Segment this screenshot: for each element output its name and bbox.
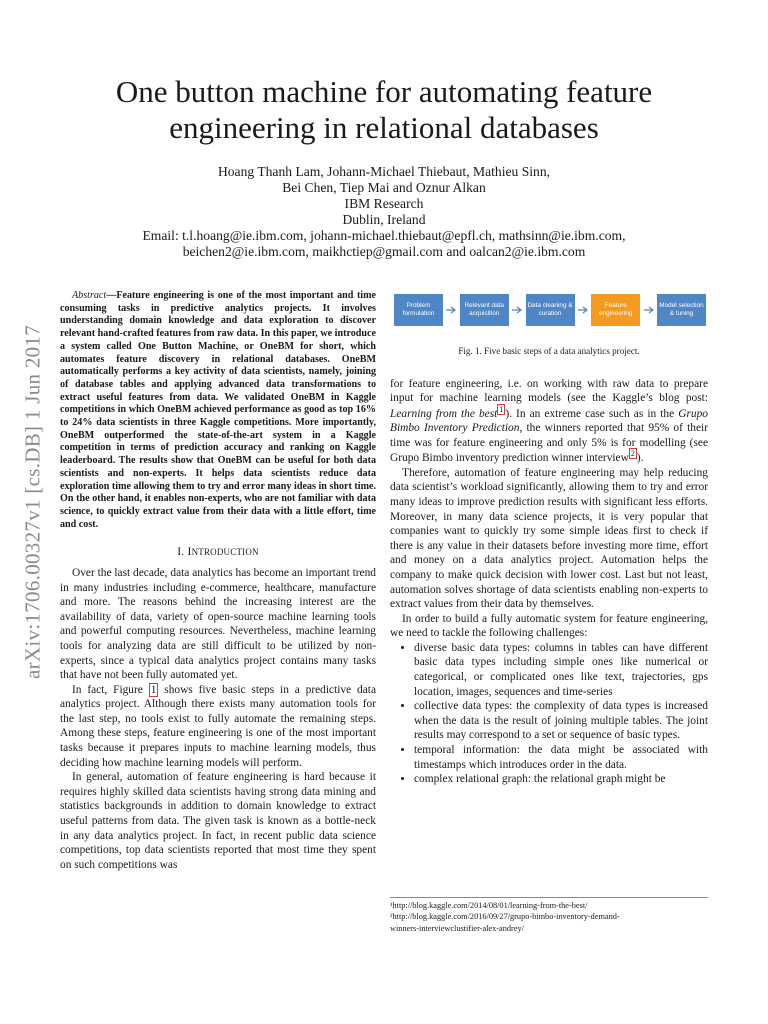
intro-paragraph-2 bbox=[60, 683, 376, 771]
abstract bbox=[60, 290, 376, 531]
competition-name: Grupo Bimbo Inventory Prediction bbox=[390, 407, 708, 435]
authors-line-1: Hoang Thanh Lam, Johann-Michael Thiebaut, Mathieu Sinn, bbox=[217, 164, 551, 179]
list-item: • temporal information: the data might be associated with timestamps which introduces order in the data. bbox=[414, 743, 708, 772]
figure-1-flow bbox=[394, 293, 706, 327]
list-item: • diverse basic data types: columns in tables can have different basic data types including simple ones like numerical or categorical, or complicated ones like text, trajectories, gps location, images, sequences and time-series bbox=[414, 641, 708, 699]
authors-line-2: Bei Chen, Tiep Mai and Oznur Alkan bbox=[282, 180, 486, 195]
section-first-letter: I bbox=[187, 545, 192, 559]
intro-paragraph-1: Over the last decade, data analytics has become an important trend in many industries including e-commerce, healthcare, manufacture and more. The reasons behind the increasing interest are the availability of data, variety of open-source machine learning tools and powerful computing resources. Nevertheless, machine learning tools for analyzing data are still difficult to be utilized by non-experts, since a typical data analytics project contains many tasks that have not been fully automated yet. bbox=[60, 566, 376, 682]
footnotes bbox=[390, 897, 708, 934]
footnote-2-line-1[interactable]: ²http://blog.kaggle.com/2016/09/27/grupo-bimbo-inventory-demand- bbox=[390, 912, 620, 922]
list-item: • complex relational graph: the relational graph might be bbox=[414, 772, 708, 787]
rp1-end: ). bbox=[636, 452, 644, 465]
rp1-mid: ). In an extreme case such as in the bbox=[505, 407, 679, 420]
section-rest: NTRODUCTION bbox=[191, 547, 259, 558]
arrow-right-icon bbox=[644, 305, 654, 315]
right-paragraph-2: Therefore, automation of feature engineering may help reducing data scientist’s workload significantly, allowing them to try and error many ideas to improve prediction results with significant less efforts. Moreover, in many data science projects, it is very popular that companies want to quickly try some simple ideas first to check if there is any value in their datasets before investing more time, effort and money on a data analytics project. Automation helps the company to make quick decision with lower cost. Last but not least, automation solves shortage of data scientists enabling non-experts to extract values from their data by themselves. bbox=[390, 466, 708, 611]
abstract-text: —Feature engineering is one of the most important and time consuming tasks in predictive analytics projects. It involves understanding domain knowledge and data exploration to discover relevant hand-crafted features from raw data. In this paper, we introduce a system called One Button Machine, or OneBM for short, which automates feature discovery in relational databases. OneBM automatically performs a key activity of data scientists, namely, joining of database tables and applying advanced data transformations to extract useful features from data. We validated OneBM in Kaggle competitions in which OneBM achieved performance as good as top 16% to 24% data scientists in three Kaggle competitions. More importantly, OneBM outperformed the state-of-the-art system in a Kaggle competition in terms of prediction accuracy and ranking on Kaggle leaderboard. The results show that OneBM can be useful for both data scientists and non-experts. It helps data scientists reduce data exploration time allowing them to try and error many ideas in short time. On the other hand, it enables non-experts, who are not familiar with data science, to quickly extract value from their data with a little effort, time and cost. bbox=[60, 290, 376, 530]
challenge-list bbox=[390, 641, 708, 787]
intro-paragraph-3: In general, automation of feature engineering is hard because it requires highly skilled data scientists having strong data mining and statistics backgrounds in addition to domain knowledge to extract useful patterns from data. The given task is known as a bottle-neck in any data analytics project. In fact, in recent public data science competitions, top data scientists reported that most time they spent on such competitions was bbox=[60, 771, 376, 871]
right-paragraph-3: In order to build a fully automatic system for feature engineering, we need to tackle the following challenges: bbox=[390, 612, 708, 640]
section-heading-introduction bbox=[60, 545, 376, 560]
right-paragraph-1 bbox=[390, 377, 708, 466]
intro-p2-rest: shows five basic steps in a predictive data analytics project. Although there exists many automation tools for the last step, no tools exist to fully automate the remaining steps. Among these steps, feature engineering is one of the most important tasks because it prepares inputs to machine learning models, thus deciding how machine learning models will perform. bbox=[60, 683, 377, 769]
footnote-2-line-2[interactable]: winners-interviewclustifier-alex-andrey/ bbox=[390, 923, 524, 933]
step-box-data-cleaning: Data cleaning & curation bbox=[526, 294, 575, 326]
title-line-1: One button machine for automating feature bbox=[115, 74, 653, 109]
footnote-2-link[interactable]: 2 bbox=[630, 449, 635, 459]
section-number: I. bbox=[177, 545, 185, 559]
left-column bbox=[60, 290, 376, 872]
email-line-2: beichen2@ie.ibm.com, maikhctiep@gmail.com and oalcan2@ie.ibm.com bbox=[182, 244, 586, 259]
footnote-1[interactable]: ¹http://blog.kaggle.com/2014/08/01/learning-from-the-best/ bbox=[390, 901, 588, 910]
figure-1-link[interactable]: 1 bbox=[150, 683, 157, 696]
arrow-right-icon bbox=[446, 305, 456, 315]
email-line-1: Email: t.l.hoang@ie.ibm.com, johann-michael.thiebaut@epfl.ch, mathsinn@ie.ibm.com, bbox=[142, 228, 626, 243]
footnote-1-link[interactable]: 1 bbox=[499, 404, 504, 414]
blog-post-link[interactable]: Learning from the best bbox=[390, 407, 498, 420]
arrow-right-icon bbox=[578, 305, 588, 315]
arxiv-sidebar-stamp: arXiv:1706.00327v1 [cs.DB] 1 Jun 2017 bbox=[20, 324, 45, 680]
rp1-mid2: , the winners reported that 95% of their time was for feature engineering and only 5% is for modelling (see Grupo Bimbo inventory prediction winner interview bbox=[390, 422, 708, 465]
arrow-right-icon bbox=[512, 305, 522, 315]
paper-title bbox=[60, 74, 708, 146]
title-line-2: engineering in relational databases bbox=[169, 110, 599, 145]
author-block bbox=[60, 164, 708, 260]
figure-1-caption: Fig. 1. Five basic steps of a data analytics project. bbox=[458, 346, 640, 356]
list-item: • collective data types: the complexity of data types is increased when the data is the result of joining multiple tables. The joint results may correspond to a set or sequence of basic types. bbox=[414, 699, 708, 743]
affiliation: IBM Research bbox=[344, 196, 424, 211]
step-box-problem-formulation: Problem formulation bbox=[394, 294, 443, 326]
step-box-relevant-data-acquisition: Relevant data acquisition bbox=[460, 294, 509, 326]
step-box-feature-engineering: Feature engineering bbox=[591, 294, 640, 326]
intro-p2-start: In fact, Figure bbox=[72, 683, 149, 696]
rp1-start: for feature engineering, i.e. on working with raw data to prepare input for machine learning models (see the Kaggle’s blog post: bbox=[390, 377, 708, 405]
right-column bbox=[390, 290, 708, 787]
abstract-lead: Abstract bbox=[72, 290, 107, 301]
location: Dublin, Ireland bbox=[342, 212, 426, 227]
step-box-model-selection: Model selection & tuning bbox=[657, 294, 706, 326]
